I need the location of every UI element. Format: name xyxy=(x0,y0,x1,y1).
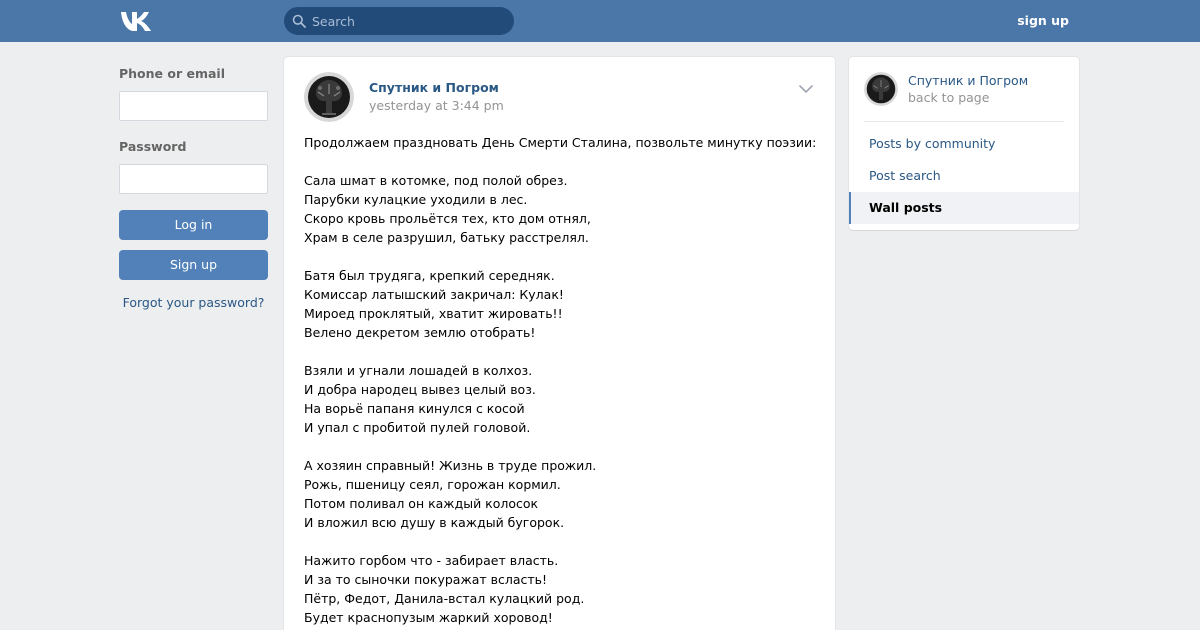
post-date[interactable]: yesterday at 3:44 pm xyxy=(369,98,504,113)
post-text-line: На ворьё папаня кинулся с косой xyxy=(304,401,525,416)
post-text-line: Потом поливал он каждый колосок xyxy=(304,496,539,511)
sidebar-nav xyxy=(849,128,1079,224)
login-button[interactable]: Log in xyxy=(119,210,268,240)
post-author-avatar[interactable] xyxy=(304,72,354,122)
post-text-line: Продолжаем праздновать День Смерти Сталина, позвольте минутку поэзии: xyxy=(304,135,817,150)
post-text-line: Сала шмат в котомке, под полой обрез. xyxy=(304,173,568,188)
post-text xyxy=(304,133,817,627)
post-text-line: Скоро кровь прольётся тех, кто дом отнял, xyxy=(304,211,591,226)
post-text-line: Велено декретом землю отобрать! xyxy=(304,325,536,340)
divider xyxy=(864,121,1064,122)
post-text-line: Мироед проклятый, хватит жировать!! xyxy=(304,306,563,321)
forgot-password-link[interactable]: Forgot your password? xyxy=(122,295,265,310)
chevron-down-icon[interactable] xyxy=(799,85,813,93)
post-text-blank-line xyxy=(304,342,814,361)
post-text-blank-line xyxy=(304,152,814,171)
sidebar-community-avatar[interactable] xyxy=(864,72,898,106)
search-box[interactable] xyxy=(284,7,514,35)
post-author-name[interactable]: Спутник и Погром xyxy=(369,80,499,95)
nav-wall-posts[interactable]: Wall posts xyxy=(849,192,1079,224)
vk-logo-icon[interactable] xyxy=(119,10,153,32)
post-text-line: Нажито горбом что - забирает власть. xyxy=(304,553,559,568)
signup-link[interactable]: sign up xyxy=(1017,13,1069,28)
top-bar xyxy=(0,0,1200,42)
post-text-line: Батя был трудяга, крепкий середняк. xyxy=(304,268,555,283)
post-text-line: Храм в селе разрушил, батьку расстрелял. xyxy=(304,230,589,245)
post-text-line: Пётр, Федот, Данила-встал кулацкий род. xyxy=(304,591,585,606)
post-text-blank-line xyxy=(304,532,814,551)
password-input[interactable] xyxy=(119,164,268,194)
post-text-line: И добра народец вывез целый воз. xyxy=(304,382,536,397)
nav-post-search[interactable]: Post search xyxy=(869,168,941,183)
phone-input[interactable] xyxy=(119,91,268,121)
post-text-line: Взяли и угнали лошадей в колхоз. xyxy=(304,363,533,378)
post-text-line: И за то сыночки покуражат всласть! xyxy=(304,572,548,587)
post-text-blank-line xyxy=(304,247,814,266)
post-text-line: Комиссар латышский закричал: Кулак! xyxy=(304,287,564,302)
login-form xyxy=(119,66,268,310)
community-sidebar xyxy=(849,57,1079,230)
post-text-blank-line xyxy=(304,437,814,456)
avatar-tree-icon xyxy=(304,72,354,122)
wall-post xyxy=(284,57,835,630)
nav-posts-by-community[interactable]: Posts by community xyxy=(869,136,996,151)
password-label: Password xyxy=(119,139,187,154)
search-input[interactable] xyxy=(312,7,507,35)
sidebar-community-name[interactable]: Спутник и Погром xyxy=(908,73,1029,88)
post-text-line: А хозяин справный! Жизнь в труде прожил. xyxy=(304,458,597,473)
post-text-line: Будет краснопузым жаркий хоровод! xyxy=(304,610,553,625)
post-text-line: Парубки кулацкие уходили в лес. xyxy=(304,192,528,207)
post-text-line: И упал с пробитой пулей головой. xyxy=(304,420,531,435)
search-icon xyxy=(292,14,306,28)
phone-label: Phone or email xyxy=(119,66,225,81)
avatar-tree-icon xyxy=(864,72,898,106)
post-text-line: И вложил всю душу в каждый бугорок. xyxy=(304,515,565,530)
back-to-page-link[interactable]: back to page xyxy=(908,90,990,105)
post-text-line: Рожь, пшеницу сеял, горожан кормил. xyxy=(304,477,561,492)
signup-button[interactable]: Sign up xyxy=(119,250,268,280)
